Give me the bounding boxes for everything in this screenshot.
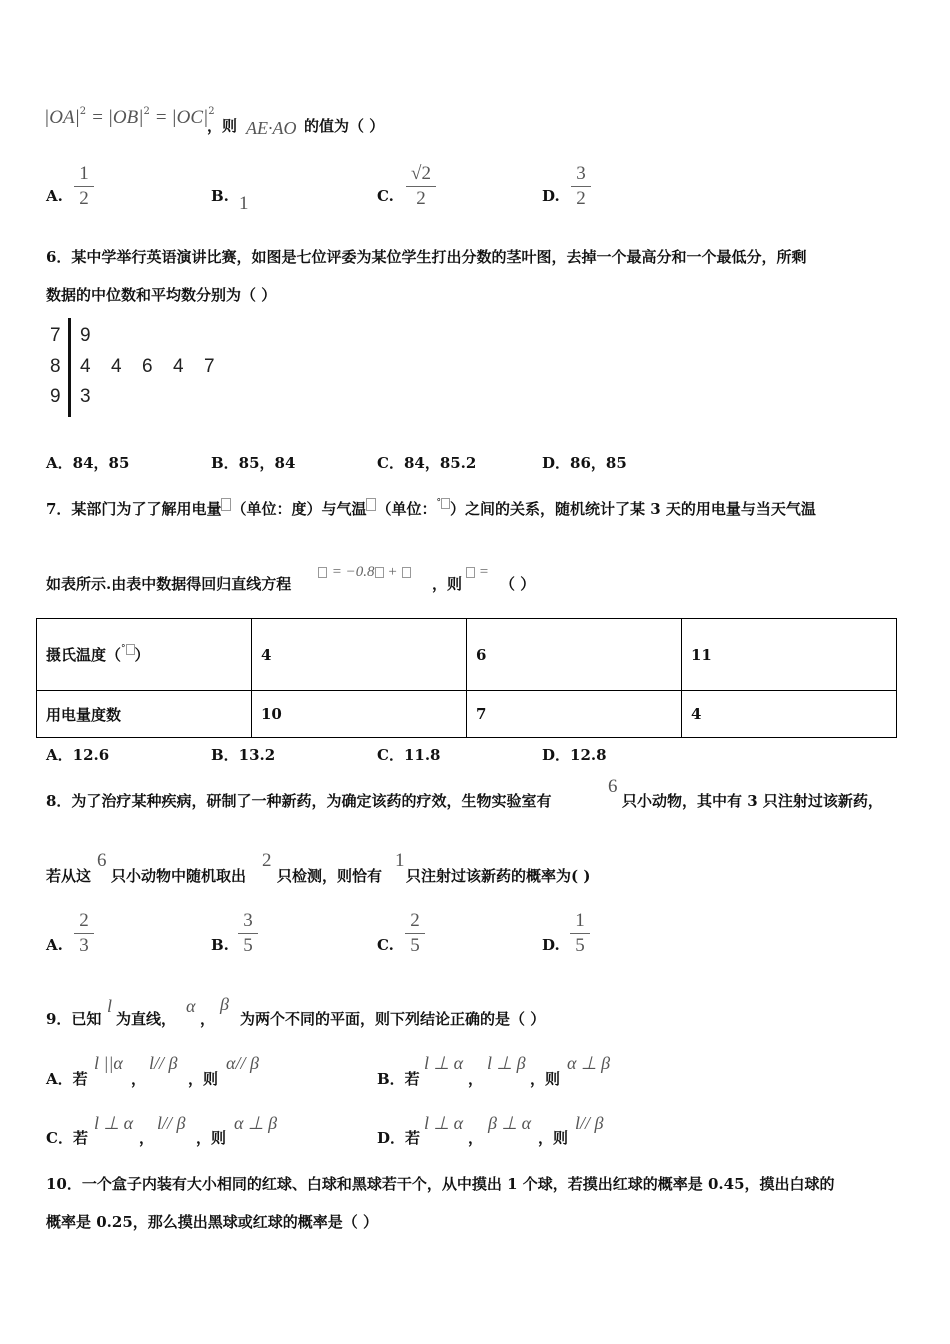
q9-option-c-then: ，则 — [196, 1129, 227, 1147]
q7-option-d: D．12.8 — [542, 746, 607, 764]
table-row — [37, 619, 897, 691]
q6-option-b: B．85，84 — [211, 454, 296, 472]
regression-equation: = −0.8 + — [318, 562, 411, 581]
q8-stem-line1-a: 8．为了治疗某种疾病，研制了一种新药，为确定该药的疗效，生物实验室有 — [46, 792, 552, 810]
comma: ， — [131, 1070, 147, 1088]
q8-option-d-label: D. — [542, 936, 560, 954]
q8-number-two: 2 — [262, 850, 272, 871]
temperature-electricity-table — [36, 618, 897, 738]
comma: ， — [139, 1129, 155, 1147]
leaf: 3 — [80, 386, 91, 407]
table-cell: 6 — [467, 619, 682, 691]
q5-condition: $|OA|^2 = |OB|^2 = |OC|^2$ — [44, 106, 215, 128]
q6-stem-line2: 数据的中位数和平均数分别为（ ） — [46, 286, 277, 304]
q8-option-a-label: A. — [46, 936, 63, 954]
q8-stem-line2-a: 若从这 — [46, 867, 92, 885]
q8-number-six: 6 — [608, 776, 618, 797]
placeholder-box — [221, 498, 231, 511]
q9-option-b-cond1: l ⊥ α — [424, 1053, 464, 1073]
q9-option-b-conclusion: α ⊥ β — [567, 1053, 611, 1073]
q7-option-c: C．11.8 — [377, 746, 441, 764]
leaf: 6 — [142, 356, 153, 377]
q8-stem-line2-b: 只小动物中随机取出 — [111, 867, 247, 885]
magnitude-oc: OC — [176, 107, 204, 128]
q9-beta: β — [220, 994, 229, 1014]
q8-option-b-label: B. — [211, 936, 229, 954]
stem-9: 9 — [50, 386, 61, 407]
q6-option-d: D．86，85 — [542, 454, 627, 472]
table-cell: 11 — [682, 619, 897, 691]
q8-option-c-label: C. — [377, 936, 394, 954]
q5-then: ，则 — [207, 117, 238, 135]
table-cell: 4 — [682, 691, 897, 738]
comma: ， — [468, 1129, 484, 1147]
q9-option-c-label: C．若 — [46, 1129, 88, 1147]
q9-option-a-label: A．若 — [46, 1070, 88, 1088]
q8-option-c-fraction: 2 5 — [405, 910, 425, 957]
q5-option-c-label: C. — [377, 187, 394, 205]
table-row — [37, 691, 897, 738]
placeholder-box — [126, 644, 135, 655]
q9-option-d-cond1: l ⊥ α — [424, 1113, 464, 1133]
q7-option-b: B．13.2 — [211, 746, 276, 764]
q8-stem-line2-d: 只注射过该新药的概率为( ) — [406, 867, 591, 885]
q7-stem-line1: 7．某部门为了了解用电量 （单位：度）与气温 （单位：° ）之间的关系，随机统计了某 3 天的用电量与当天气温 — [46, 498, 816, 518]
q6-stem-line1: 6．某中学举行英语演讲比赛，如图是七位评委为某位学生打出分数的茎叶图，去掉一个最高分和一个最低分，所剩 — [46, 248, 807, 266]
q5-option-a-label: A. — [46, 187, 63, 205]
q8-number-one: 1 — [395, 850, 405, 871]
q9-stem-b: 为直线， — [116, 1010, 177, 1028]
q9-option-d-then: ，则 — [538, 1129, 569, 1147]
q8-option-d-fraction: 1 5 — [570, 910, 590, 957]
table-cell: 4 — [252, 619, 467, 691]
comma: ， — [468, 1070, 484, 1088]
q5-option-a-fraction: 1 2 — [74, 163, 94, 210]
magnitude-ob: OB — [112, 107, 139, 128]
table-cell: 10 — [252, 691, 467, 738]
q7-option-a: A．12.6 — [46, 746, 110, 764]
q6-option-a: A．84，85 — [46, 454, 130, 472]
q9-line-l: l — [107, 996, 113, 1016]
q9-option-d-cond2: β ⊥ α — [488, 1113, 532, 1133]
q9-option-a-cond2: l// β — [149, 1053, 178, 1073]
q9-stem-c: 为两个不同的平面，则下列结论正确的是（ ） — [240, 1010, 546, 1028]
q9-option-a-then: ，则 — [188, 1070, 219, 1088]
q9-option-c-cond1: l ⊥ α — [94, 1113, 134, 1133]
placeholder-box — [441, 498, 450, 509]
leaf: 7 — [204, 356, 215, 377]
q9-stem-a: 9．已知 — [46, 1010, 102, 1028]
q10-stem-line2: 概率是 0.25，那么摸出黑球或红球的概率是（ ） — [46, 1213, 378, 1231]
q5-option-d-fraction: 3 2 — [571, 163, 591, 210]
stem-8: 8 — [50, 356, 61, 377]
q5-option-d-label: D. — [542, 187, 560, 205]
q7-blank: （ ） — [500, 575, 536, 593]
q9-option-c-cond2: l// β — [157, 1113, 186, 1133]
placeholder-box — [402, 567, 411, 578]
stem-divider — [68, 318, 71, 417]
q9-option-c-conclusion: α ⊥ β — [234, 1113, 278, 1133]
placeholder-box — [466, 567, 475, 578]
q5-product: AE·AO — [246, 118, 297, 138]
q9-option-b-cond2: l ⊥ β — [487, 1053, 526, 1073]
q5-option-b-value: 1 — [239, 193, 249, 214]
q9-option-d-label: D．若 — [377, 1129, 421, 1147]
q5-option-b-label: B. — [211, 187, 229, 205]
leaf: 9 — [80, 325, 91, 346]
q9-option-b-then: ，则 — [530, 1070, 561, 1088]
q9-comma: ， — [200, 1010, 216, 1028]
q8-option-a-fraction: 2 3 — [74, 910, 94, 957]
table-row-label: 摄氏温度（° ） — [37, 619, 252, 691]
q9-option-a-conclusion: α// β — [226, 1053, 259, 1073]
q5-option-c-fraction: √2 2 — [406, 163, 436, 210]
q7-stem-line2: 如表所示.由表中数据得回归直线方程 — [46, 575, 292, 593]
q9-option-a-cond1: l ||α — [94, 1053, 123, 1073]
q10-stem-line1: 10．一个盒子内装有大小相同的红球、白球和黑球若干个，从中摸出 1 个球，若摸出红球的概率是 0.45，摸出白球的 — [46, 1175, 835, 1193]
q8-stem-line1-b: 只小动物，其中有 3 只注射过该新药， — [622, 792, 883, 810]
placeholder-box — [375, 567, 384, 578]
q7-equals: = — [466, 562, 488, 581]
leaf: 4 — [80, 356, 91, 377]
q8-stem-line2-c: 只检测，则恰有 — [277, 867, 383, 885]
q7-then: ，则 — [432, 575, 463, 593]
q9-alpha: α — [186, 996, 196, 1016]
q9-option-b-label: B．若 — [377, 1070, 420, 1088]
q8-number-six: 6 — [97, 850, 107, 871]
magnitude-oa: OA — [49, 107, 75, 128]
table-cell: 7 — [467, 691, 682, 738]
q5-ask: 的值为（ ） — [304, 117, 385, 135]
table-row-label: 用电量度数 — [37, 691, 252, 738]
placeholder-box — [366, 498, 376, 511]
q6-option-c: C．84，85.2 — [377, 454, 477, 472]
leaf: 4 — [111, 356, 122, 377]
q8-option-b-fraction: 3 5 — [238, 910, 258, 957]
q9-option-d-conclusion: l// β — [575, 1113, 604, 1133]
stem-7: 7 — [50, 325, 61, 346]
placeholder-box — [318, 567, 327, 578]
leaf: 4 — [173, 356, 184, 377]
